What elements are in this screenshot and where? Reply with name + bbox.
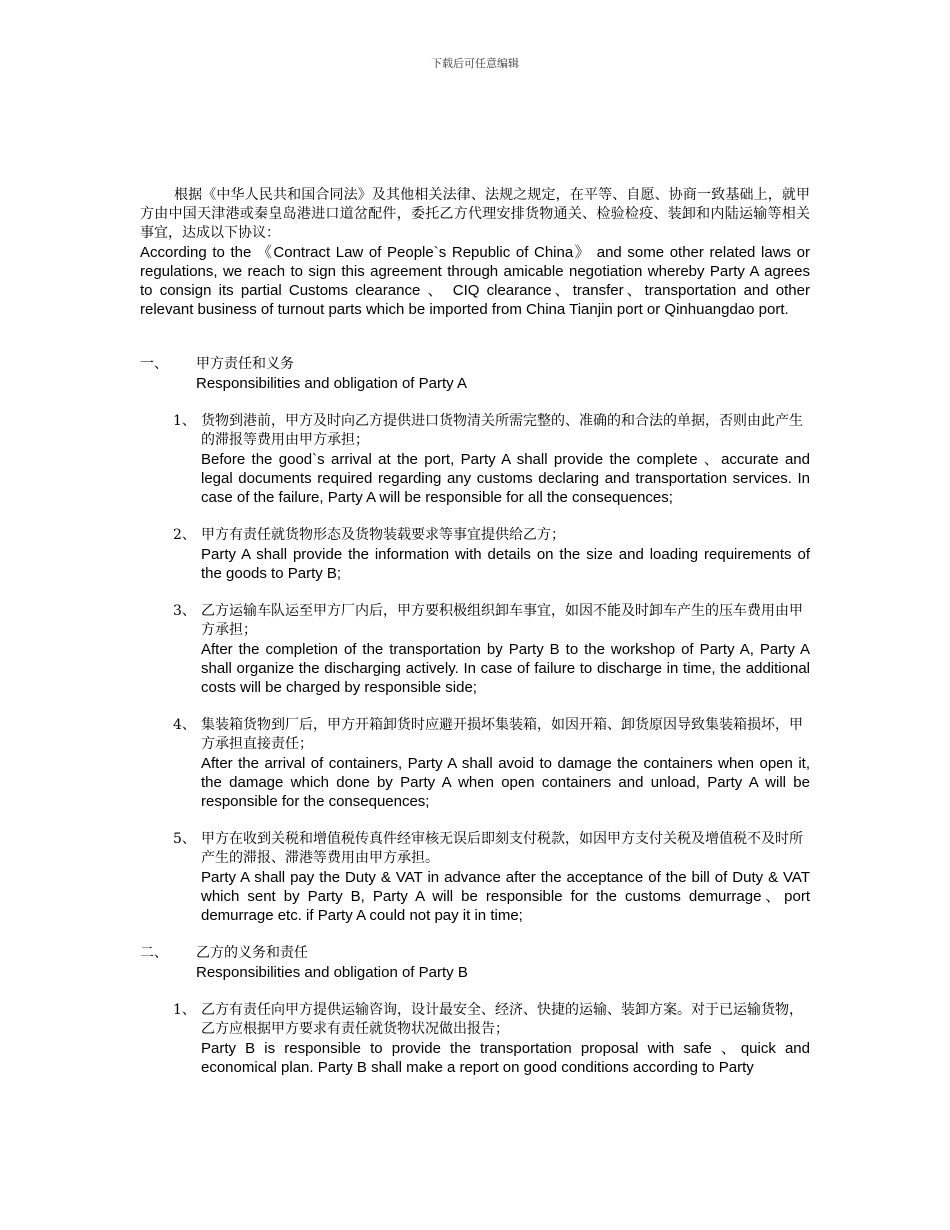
- section-title-english: Responsibilities and obligation of Party B: [196, 964, 468, 981]
- clause-chinese: 甲方有责任就货物形态及货物装载要求等事宜提供给乙方；: [201, 527, 565, 543]
- clause-item: [173, 602, 810, 697]
- section-party-b: [140, 944, 810, 1077]
- section-title-chinese: 甲方责任和义务: [196, 356, 294, 372]
- document-body: [140, 186, 810, 1077]
- clause-item: [173, 716, 810, 811]
- section-title-chinese: 乙方的义务和责任: [196, 945, 308, 961]
- clause-chinese: 集装箱货物到厂后，甲方开箱卸货时应避开损坏集装箱，如因开箱、卸货原因导致集装箱损坏，甲方承担直接责任；: [201, 717, 803, 752]
- clause-number: 4、: [173, 717, 196, 733]
- clause-chinese: 甲方在收到关税和增值税传真件经审核无误后即刻支付税款，如因甲方支付关税及增值税不及时所产生的滞报、滞港等费用由甲方承担。: [201, 831, 803, 866]
- clause-english: After the completion of the transportation by Party B to the workshop of Party A, Party A shall organize the discharging actively. In case of failure to discharge in time, the additional costs will be charged by responsible side;: [201, 641, 810, 696]
- clause-number: 2、: [173, 527, 196, 543]
- clause-english: Party B is responsible to provide the transportation proposal with safe 、quick and economical plan. Party B shall make a report on good conditions according to Party: [201, 1040, 810, 1076]
- page-header: 下载后可任意编辑: [431, 57, 519, 70]
- clause-item: [173, 830, 810, 925]
- clause-number: 1、: [173, 413, 196, 429]
- clause-english: Before the good`s arrival at the port, Party A shall provide the complete 、accurate and legal documents required regarding any customs declaring and transportation services. In case of the failure, Party A will be responsible for all the consequences;: [201, 451, 810, 506]
- clause-english: Party A shall provide the information with details on the size and loading requirements of the goods to Party B;: [201, 546, 810, 582]
- section-party-a: [140, 355, 810, 925]
- clause-item: [173, 412, 810, 507]
- clause-number: 5、: [173, 831, 196, 847]
- section-heading: [140, 355, 810, 393]
- section-number: 一、: [140, 356, 168, 372]
- clause-number: 1、: [173, 1002, 196, 1018]
- clause-english: After the arrival of containers, Party A shall avoid to damage the containers when open it, the damage which done by Party A when open containers and unload, Party A will be responsible for the consequences;: [201, 755, 810, 810]
- section-title-english: Responsibilities and obligation of Party A: [196, 375, 467, 392]
- clause-english: Party A shall pay the Duty & VAT in advance after the acceptance of the bill of Duty & VAT which sent by Party B, Party A will be responsible for the customs demurrage、port demurrage etc. if Party A could not pay it in time;: [201, 869, 810, 924]
- section-heading: [140, 944, 810, 982]
- clause-item: [173, 526, 810, 583]
- clause-chinese: 货物到港前，甲方及时向乙方提供进口货物清关所需完整的、准确的和合法的单据，否则由此产生的滞报等费用由甲方承担；: [201, 413, 803, 448]
- clause-chinese: 乙方有责任向甲方提供运输咨询，设计最安全、经济、快捷的运输、装卸方案。对于已运输货物，乙方应根据甲方要求有责任就货物状况做出报告；: [201, 1002, 803, 1037]
- clause-number: 3、: [173, 603, 196, 619]
- section-number: 二、: [140, 945, 168, 961]
- clause-chinese: 乙方运输车队运至甲方厂内后，甲方要积极组织卸车事宜，如因不能及时卸车产生的压车费用由甲方承担；: [201, 603, 803, 638]
- clause-item: [173, 1001, 810, 1077]
- intro-english: According to the 《Contract Law of People`s Republic of China》 and some other related laws or regulations, we reach to sign this agreement through amicable negotiation whereby Party A agrees to consign its partial Customs clearance 、 CIQ clearance、transfer、transportation and other relevant business of turnout parts which be imported from China Tianjin port or Qinhuangdao port.: [140, 244, 810, 318]
- intro-chinese: 根据《中华人民共和国合同法》及其他相关法律、法规之规定，在平等、自愿、协商一致基础上，就甲方由中国天津港或秦皇岛港进口道岔配件，委托乙方代理安排货物通关、检验检疫、装卸和内陆运输等相关事宜，达成以下协议：: [140, 187, 810, 241]
